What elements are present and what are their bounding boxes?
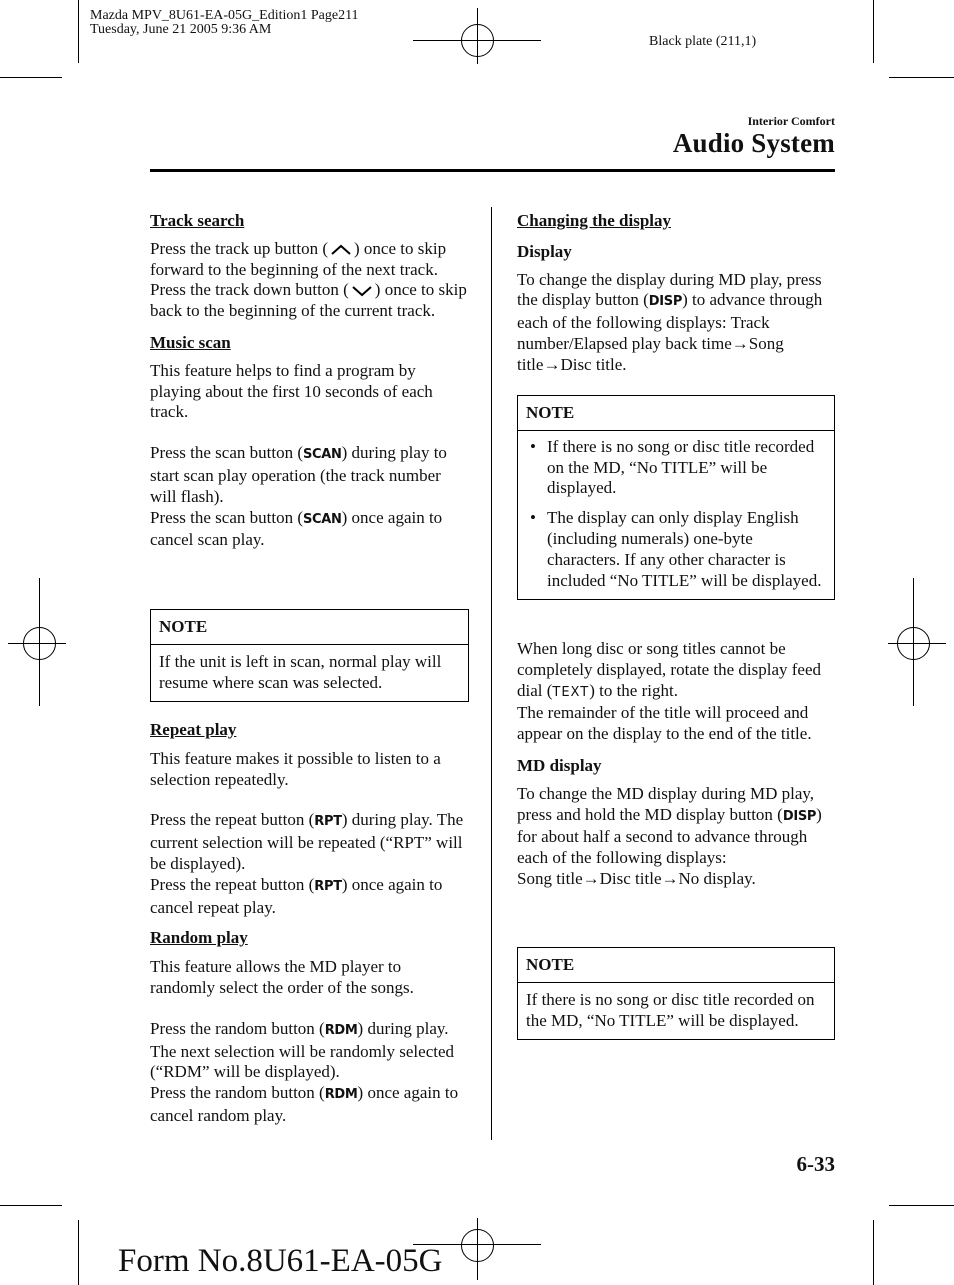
text-dial-label: TEXT [552,684,590,700]
note-box-md [517,947,835,1040]
note-body: If the unit is left in scan, normal play will resume where scan was selected. [159,651,442,692]
random-play-heading: Random play [150,928,248,948]
column-divider [491,207,492,1140]
crop-mark [873,1220,874,1285]
plate-label: Black plate (211,1) [649,34,757,49]
disp-button-label: DISP [648,294,683,310]
track-up-paragraph: Press the track up button ( ) once to skip forward to the beginning of the next track. [150,238,447,279]
random-start-paragraph: Press the random button (RDM) during play. The next selection will be randomly selected (“RDM” will be displayed). [150,1018,455,1082]
rpt-button-label: RPT [314,814,342,830]
md-display-subheading: MD display [517,755,602,775]
md-display-paragraph: To change the MD display during MD play, press and hold the MD display button (DISP) for about half a second to advance through each of the following displays: [517,783,822,868]
crop-mark [0,1205,62,1206]
note-heading: NOTE [151,610,468,645]
display-subheading: Display [517,241,572,261]
long-title-paragraph: When long disc or song titles cannot be completely displayed, rotate the display feed dial (TEXT) to the right. [517,639,822,700]
page-title: Audio System [672,128,835,158]
long-title-continued: The remainder of the title will proceed and appear on the display to the end of the title. [517,703,812,744]
left-column-lower [150,720,470,1127]
bullet-icon: • [530,508,536,528]
repeat-play-heading: Repeat play [150,720,237,739]
rdm-button-label: RDM [324,1087,358,1103]
crop-mark [889,77,954,78]
section-label: Interior Comfort [747,114,835,128]
crop-mark [0,77,62,78]
chevron-up-icon [328,243,354,257]
chevron-down-icon [349,284,375,298]
bullet-icon: • [530,436,536,456]
form-number: Form No.8U61-EA-05G [118,1243,443,1279]
changing-display-heading: Changing the display [517,211,671,230]
scan-button-label: SCAN [302,447,342,463]
repeat-intro: This feature makes it possible to listen to a selection repeatedly. [150,748,441,789]
crop-mark [78,1220,79,1285]
note-box-display [517,395,835,600]
right-column-lower [517,639,837,890]
random-cancel-paragraph: Press the random button (RDM) once again to cancel random play. [150,1083,459,1125]
rdm-button-label: RDM [324,1022,358,1038]
music-scan-heading: Music scan [150,332,231,352]
note-list-item: • If there is no song or disc title recorded on the MD, “No TITLE” will be displayed. [530,436,815,498]
crop-mark [78,0,79,63]
note-heading: NOTE [518,396,834,431]
note-heading: NOTE [518,948,834,983]
repeat-start-paragraph: Press the repeat button (RPT) during play. The current selection will be repeated (“RPT” will be displayed). [150,810,464,873]
scan-button-label: SCAN [302,511,342,527]
music-scan-intro: This feature helps to find a program by playing about the first 10 seconds of each track. [150,360,433,422]
rpt-button-label: RPT [314,878,342,894]
crop-mark [873,0,874,63]
random-intro: This feature allows the MD player to randomly select the order of the songs. [150,957,414,997]
disp-button-label: DISP [782,808,817,824]
scan-start-paragraph: Press the scan button (SCAN) during play to start scan play operation (the track number will flash). [150,443,447,506]
note-box-scan [150,609,469,702]
display-paragraph: To change the display during MD play, press the display button (DISP) to advance through each of the following displays: Track number/Elapsed play back time→Song title→Disc title. [517,269,823,374]
note-list-item: • The display can only display English (including numerals) one-byte characters. If any other character is included “No TITLE” will be displayed. [530,508,822,590]
note-list [526,437,826,592]
right-column [517,211,835,376]
doc-filename: Mazda MPV_8U61-EA-05G_Edition1 Page211 [90,8,359,23]
doc-timestamp: Tuesday, June 21 2005 9:36 AM [90,22,272,37]
left-column [150,211,470,551]
md-display-sequence: Song title→Disc title→No display. [517,868,756,888]
header-rule [150,169,835,172]
page-number: 6-33 [796,1152,835,1176]
repeat-cancel-paragraph: Press the repeat button (RPT) once again to cancel repeat play. [150,874,443,917]
crop-mark [889,1205,954,1206]
track-down-paragraph: Press the track down button ( ) once to skip back to the beginning of the current track. [150,280,467,321]
note-body: If there is no song or disc title recorded on the MD, “No TITLE” will be displayed. [526,989,815,1030]
track-search-heading: Track search [150,211,245,230]
scan-cancel-paragraph: Press the scan button (SCAN) once again to cancel scan play. [150,507,443,550]
